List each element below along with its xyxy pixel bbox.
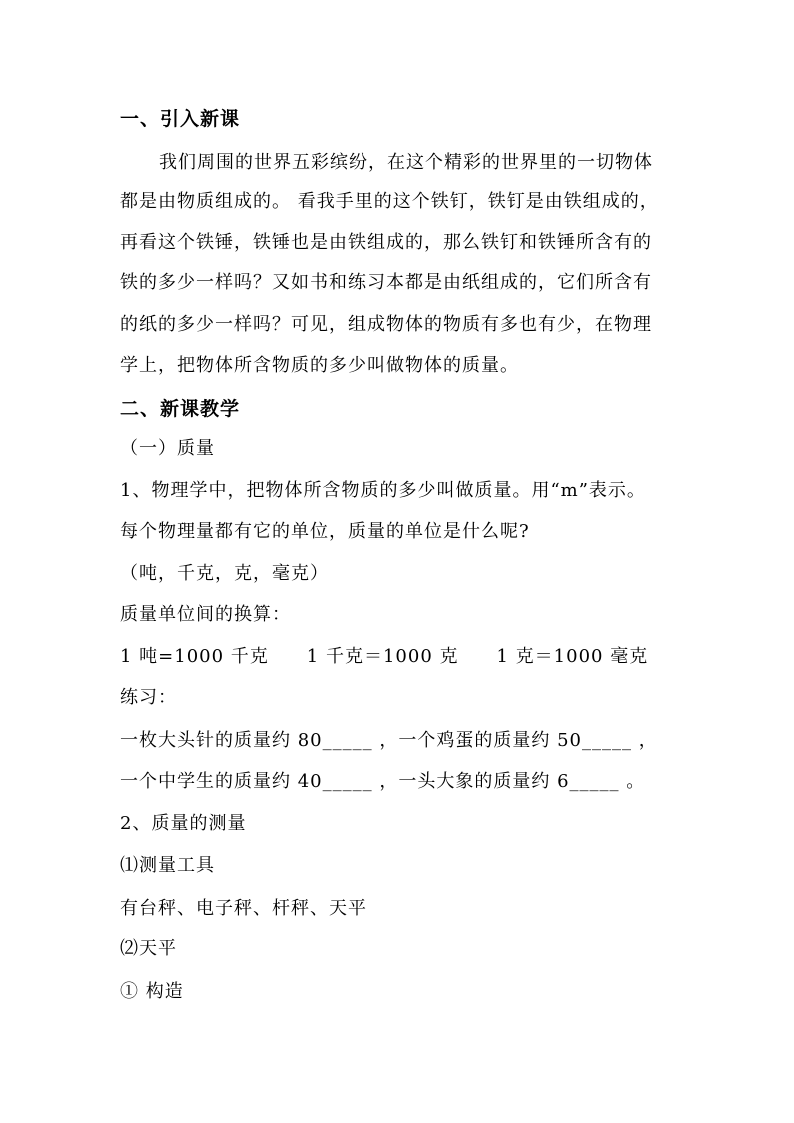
subheading-mass: （一）质量 [120,438,215,459]
measure-title: 2、质量的测量 [120,813,247,834]
tools-list: 有台秤、电子秤、杆秤、天平 [120,898,367,919]
paragraph-line: 都是由物质组成的。 看我手里的这个铁钉，铁钉是由铁组成的， [120,191,659,212]
tools-title: ⑴测量工具 [120,855,215,876]
conversion-line: 1 吨=1000 千克 1 千克＝1000 克 1 克＝1000 毫克 [120,646,649,667]
exercise-label: 练习： [120,687,177,708]
definition-line: 每个物理量都有它的单位，质量的单位是什么呢? [120,521,530,542]
paragraph-line: 学上，把物体所含物质的多少叫做物体的质量。 [120,355,519,376]
exercise-line: 一枚大头针的质量约 80_____ ，一个鸡蛋的质量约 50_____ ， [120,730,658,751]
paragraph-line: 再看这个铁锤，铁锤也是由铁组成的，那么铁钉和铁锤所含有的 [120,232,652,253]
paragraph-line: 铁的多少一样吗？又如书和练习本都是由纸组成的，它们所含有 [120,272,652,293]
definition-line: 1、物理学中，把物体所含物质的多少叫做质量。用“m”表示。 [120,480,646,501]
units-list: （吨，千克，克，毫克） [120,563,329,584]
section-heading-teaching: 二、新课教学 [120,398,241,420]
structure-title: ① 构造 [120,981,184,1002]
conversion-title: 质量单位间的换算： [120,604,291,625]
exercise-line: 一个中学生的质量约 40_____ ，一头大象的质量约 6_____ 。 [120,771,646,792]
paragraph-line: 的纸的多少一样吗？可见，组成物体的物质有多也有少，在物理 [120,314,652,335]
paragraph-line: 我们周围的世界五彩缤纷，在这个精彩的世界里的一切物体 [159,152,653,173]
section-heading-intro: 一、引入新课 [120,108,241,130]
balance-title: ⑵天平 [120,938,177,959]
